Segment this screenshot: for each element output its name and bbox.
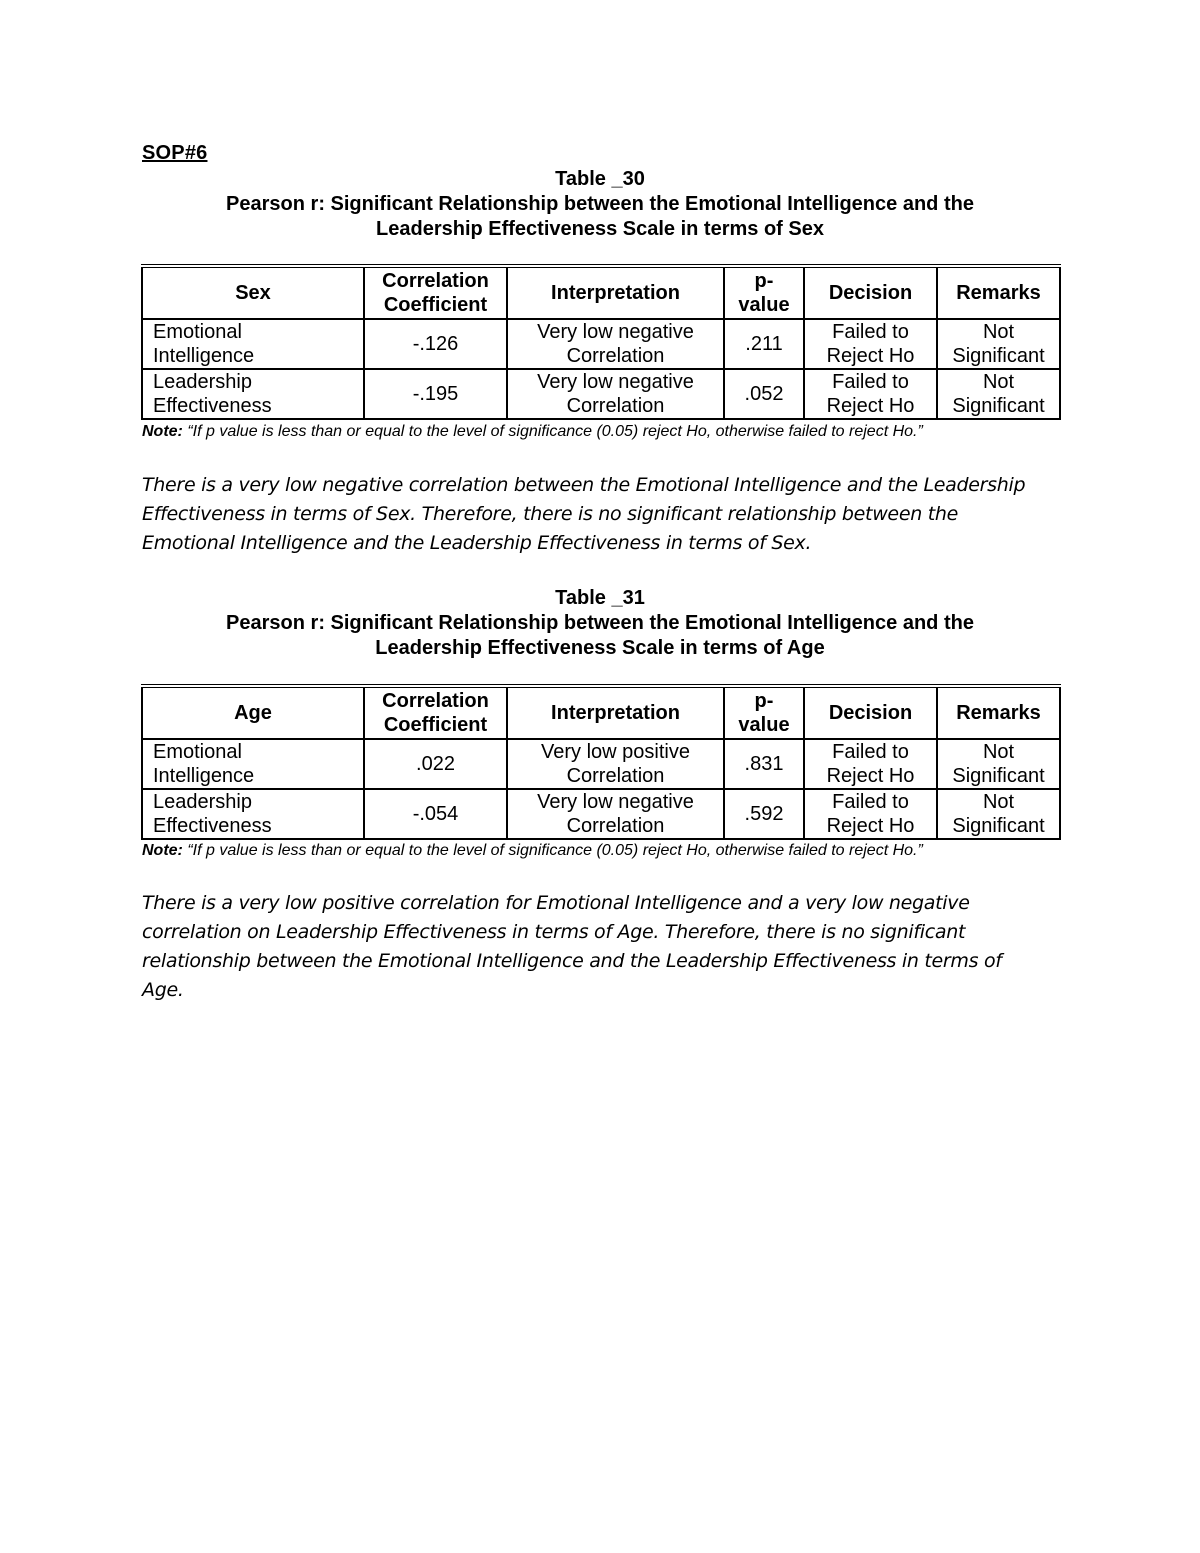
table-30-title: Table _30 xyxy=(555,168,645,190)
table-30-note xyxy=(142,422,1082,442)
header-group: Sex xyxy=(142,266,364,319)
cell-decision: Failed to Reject Ho xyxy=(804,319,937,369)
note-text: “If p value is less than or equal to the level of significance (0.05) reject Ho, otherwise failed to reject Ho.” xyxy=(182,423,923,440)
cell-coefficient: -.126 xyxy=(364,319,507,369)
header-group: Age xyxy=(142,686,364,739)
cell-p-value: .592 xyxy=(724,789,804,839)
table-30-caption-line1: Pearson r: Significant Relationship between the Emotional Intelligence and the xyxy=(226,193,974,215)
table-31-interpretation-paragraph: There is a very low positive correlation for Emotional Intelligence and a very low negative correlation on Leadership Effectiveness in terms of Age. Therefore, there is no significant relationship between the Emotional Intelligence and the Leadership Effectiveness in terms of Age. xyxy=(142,892,1002,1001)
sop-label: SOP#6 xyxy=(142,142,208,164)
cell-variable: Emotional Intelligence xyxy=(142,739,364,789)
cell-remarks: Not Significant xyxy=(937,789,1060,839)
cell-remarks: Not Significant xyxy=(937,369,1060,419)
cell-coefficient: -.195 xyxy=(364,369,507,419)
note-text: “If p value is less than or equal to the level of significance (0.05) reject Ho, otherwise failed to reject Ho.” xyxy=(182,842,923,859)
table-31-caption-line1: Pearson r: Significant Relationship between the Emotional Intelligence and the xyxy=(226,612,974,634)
header-remarks: Remarks xyxy=(937,686,1060,739)
table-row xyxy=(142,739,1060,789)
cell-decision: Failed to Reject Ho xyxy=(804,739,937,789)
table-row xyxy=(142,319,1060,369)
cell-p-value: .831 xyxy=(724,739,804,789)
header-decision: Decision xyxy=(804,686,937,739)
header-correlation-coefficient: Correlation Coefficient xyxy=(364,686,507,739)
cell-decision: Failed to Reject Ho xyxy=(804,789,937,839)
cell-variable: Emotional Intelligence xyxy=(142,319,364,369)
cell-variable: Leadership Effectiveness xyxy=(142,369,364,419)
table-30-interpretation-paragraph: There is a very low negative correlation between the Emotional Intelligence and the Leadership Effectiveness in terms of Sex. Therefore, there is no significant relationship between the Emotional Intelligence and the Leadership Effectiveness in terms of Sex. xyxy=(142,474,1026,554)
header-decision: Decision xyxy=(804,266,937,319)
header-interpretation: Interpretation xyxy=(507,266,724,319)
header-p-value: p- value xyxy=(724,266,804,319)
cell-remarks: Not Significant xyxy=(937,319,1060,369)
cell-interpretation: Very low positive Correlation xyxy=(507,739,724,789)
table-header-row xyxy=(142,686,1060,739)
table-row xyxy=(142,369,1060,419)
cell-p-value: .211 xyxy=(724,319,804,369)
header-correlation-coefficient: Correlation Coefficient xyxy=(364,266,507,319)
table-31-note xyxy=(142,841,1082,861)
table-30 xyxy=(141,264,1061,420)
table-header-row xyxy=(142,266,1060,319)
table-31 xyxy=(141,684,1061,840)
table-31-title: Table _31 xyxy=(555,587,645,609)
table-31-caption xyxy=(142,586,1058,661)
cell-interpretation: Very low negative Correlation xyxy=(507,789,724,839)
cell-interpretation: Very low negative Correlation xyxy=(507,319,724,369)
table-row xyxy=(142,789,1060,839)
note-label: Note: xyxy=(142,842,183,859)
table-31-caption-line2: Leadership Effectiveness Scale in terms of Age xyxy=(375,637,825,659)
cell-coefficient: .022 xyxy=(364,739,507,789)
cell-p-value: .052 xyxy=(724,369,804,419)
cell-interpretation: Very low negative Correlation xyxy=(507,369,724,419)
cell-variable: Leadership Effectiveness xyxy=(142,789,364,839)
header-p-value: p- value xyxy=(724,686,804,739)
header-interpretation: Interpretation xyxy=(507,686,724,739)
cell-decision: Failed to Reject Ho xyxy=(804,369,937,419)
cell-remarks: Not Significant xyxy=(937,739,1060,789)
table-30-caption-line2: Leadership Effectiveness Scale in terms of Sex xyxy=(376,218,824,240)
note-label: Note: xyxy=(142,423,183,440)
table-30-caption xyxy=(142,167,1058,242)
cell-coefficient: -.054 xyxy=(364,789,507,839)
header-remarks: Remarks xyxy=(937,266,1060,319)
